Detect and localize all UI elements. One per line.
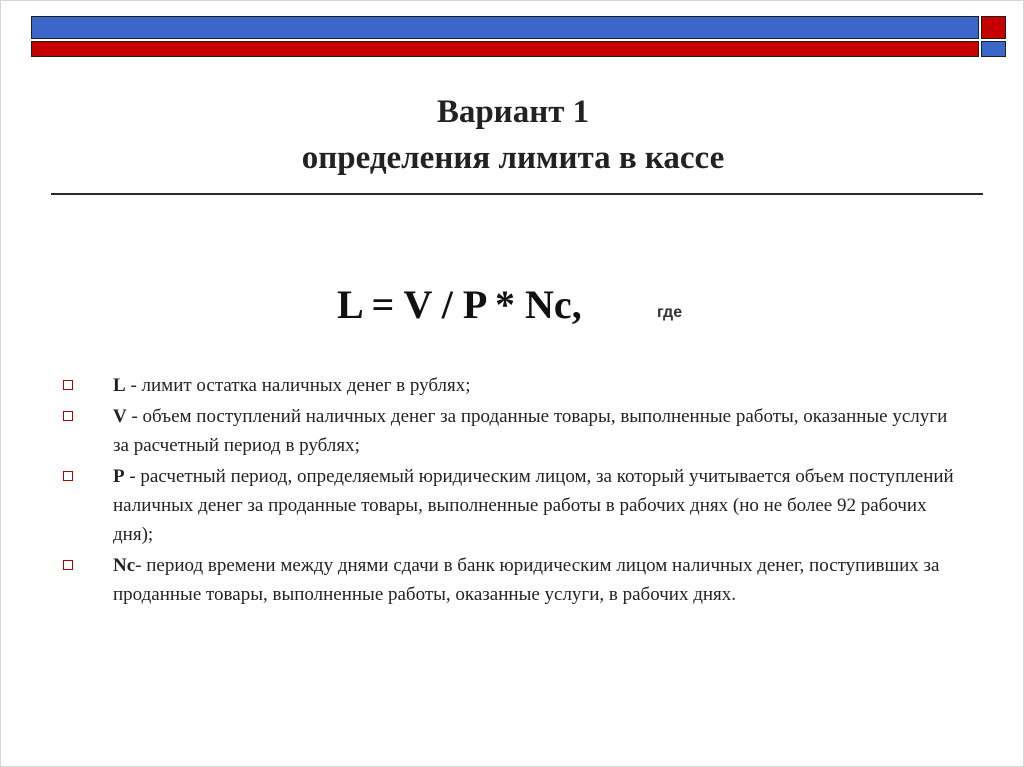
- header-bar-blue: [31, 16, 979, 39]
- definition-text: - расчетный период, определяемый юридическим лицом, за который учитывается объем поступлений наличных денег за проданные товары, выполненные работы в рабочих днях (но не более 92 рабочих дня);: [113, 466, 954, 545]
- slide-title: [1, 89, 1024, 181]
- list-item: [63, 462, 963, 549]
- definition-list: [63, 371, 963, 611]
- corner-square-blue: [981, 41, 1006, 57]
- corner-square-red: [981, 16, 1006, 39]
- square-bullet-icon: [63, 380, 73, 390]
- formula: L = V / P * Nc,: [337, 282, 582, 327]
- title-line-2: определения лимита в кассе: [301, 140, 725, 176]
- definition-text: - лимит остатка наличных денег в рублях;: [125, 375, 471, 396]
- list-item: [63, 371, 963, 400]
- title-line-1: Вариант 1: [436, 94, 590, 130]
- square-bullet-icon: [63, 471, 73, 481]
- definition-text: - объем поступлений наличных денег за проданные товары, выполненные работы, оказанные услуги за расчетный период в рублях;: [113, 406, 948, 456]
- definition-term: V: [113, 406, 127, 427]
- formula-note: где: [657, 304, 683, 321]
- list-item: [63, 551, 963, 609]
- square-bullet-icon: [63, 411, 73, 421]
- definition-term: P: [113, 466, 125, 487]
- definition-text: - период времени между днями сдачи в банк юридическим лицом наличных денег, поступивших за проданные товары, выполненные работы, оказанные услуги, в рабочих днях.: [113, 555, 940, 605]
- definition-term: L: [113, 375, 126, 396]
- title-divider: [51, 193, 983, 195]
- square-bullet-icon: [63, 560, 73, 570]
- definition-term: Nc: [113, 555, 136, 576]
- list-item: [63, 402, 963, 460]
- header-bar-red: [31, 41, 979, 57]
